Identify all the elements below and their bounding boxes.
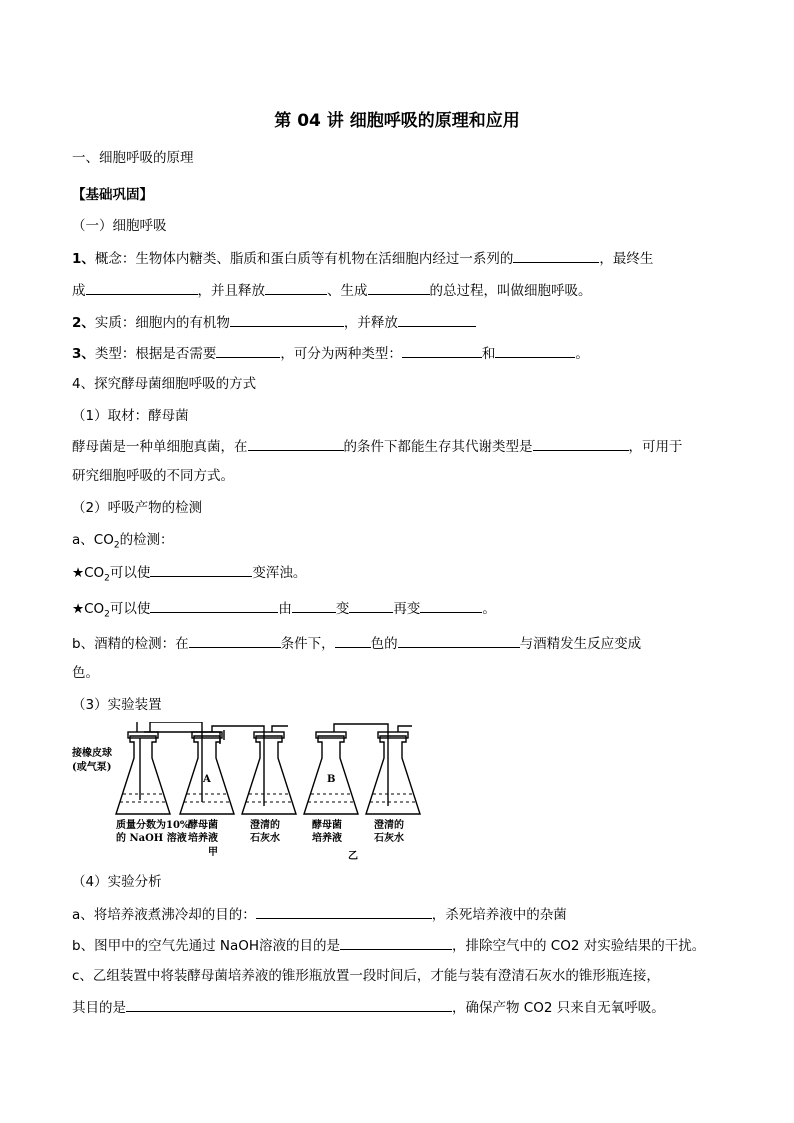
item-text: b、图甲中的空气先通过 NaOH溶液的目的是 bbox=[72, 938, 341, 954]
item-3 bbox=[72, 343, 589, 364]
item-text: 条件下， bbox=[280, 636, 335, 652]
item-text: 的总过程，叫做细胞呼吸。 bbox=[429, 283, 592, 299]
subscript: 2 bbox=[104, 609, 110, 620]
subscript: 2 bbox=[113, 540, 120, 551]
blank bbox=[495, 343, 575, 358]
blank bbox=[398, 312, 476, 327]
item-text: 。 bbox=[575, 346, 589, 362]
item-text: 可以使 bbox=[109, 565, 151, 581]
figure-caption: 培养液 bbox=[312, 833, 342, 844]
co2-detection-title bbox=[72, 530, 174, 556]
item-4-2: （2）呼吸产物的检测 bbox=[72, 500, 203, 516]
flask-label-a: A bbox=[203, 774, 211, 785]
tube bbox=[76, 722, 137, 732]
blank bbox=[349, 598, 393, 613]
item-text: a、将培养液煮沸冷却的目的： bbox=[72, 907, 256, 923]
item-text: 的条件下都能生存其代谢类型是 bbox=[343, 439, 533, 455]
alcohol-line-2: 色。 bbox=[72, 665, 99, 681]
item-text: ，杀死培养液中的杂菌 bbox=[431, 907, 567, 923]
item-text: ，可用于 bbox=[628, 439, 683, 455]
apparatus-diagram bbox=[72, 722, 422, 862]
item-text: b、酒精的检测：在 bbox=[72, 636, 189, 652]
item-text: 变浑浊。 bbox=[252, 565, 307, 581]
item-4-1: （1）取材：酵母菌 bbox=[72, 408, 189, 424]
item-text: 变 bbox=[335, 601, 350, 617]
blank bbox=[292, 598, 336, 613]
flask-label-b: B bbox=[327, 774, 336, 785]
item-text: ，可分为两种类型： bbox=[280, 346, 402, 362]
blank bbox=[533, 436, 629, 451]
item-text: 色的 bbox=[370, 636, 398, 652]
co2-line-1 bbox=[72, 562, 306, 589]
figure-caption: 酵母菌 bbox=[312, 820, 342, 831]
experiment-apparatus-figure bbox=[72, 722, 422, 862]
figure-caption-yi: 乙 bbox=[348, 851, 358, 862]
tube bbox=[398, 726, 412, 732]
blank bbox=[420, 598, 482, 613]
stopper bbox=[192, 732, 222, 738]
item-text: 与酒精发生反应变成 bbox=[519, 636, 642, 652]
blank bbox=[265, 280, 327, 295]
blank bbox=[230, 312, 344, 327]
analysis-b bbox=[72, 935, 705, 956]
subsection-heading: （一）细胞呼吸 bbox=[72, 218, 167, 234]
item-text: 实质：细胞内的有机物 bbox=[94, 315, 230, 331]
figure-caption: 培养液 bbox=[188, 833, 218, 844]
item-text: 由 bbox=[278, 601, 292, 617]
blank bbox=[340, 935, 452, 950]
stopper bbox=[254, 732, 284, 738]
item-2 bbox=[72, 312, 476, 333]
blank bbox=[402, 343, 482, 358]
blank bbox=[398, 633, 520, 648]
blank bbox=[86, 280, 198, 295]
item-1-line-1 bbox=[72, 248, 722, 269]
item-text: ，排除空气中的 CO2 对实验结果的干扰。 bbox=[452, 938, 706, 954]
alcohol-line-1 bbox=[72, 633, 722, 654]
stopper bbox=[316, 732, 346, 738]
figure-caption: 的 NaOH 溶液 bbox=[116, 833, 187, 844]
item-text: 。 bbox=[482, 601, 496, 617]
item-number: 2、 bbox=[72, 315, 95, 331]
item-number: 3、 bbox=[72, 346, 95, 362]
yeast-line-2: 研究细胞呼吸的不同方式。 bbox=[72, 468, 234, 484]
blank bbox=[256, 904, 432, 919]
figure-caption: 质量分数为10% bbox=[116, 820, 190, 831]
blank bbox=[150, 562, 252, 577]
analysis-c-line-1: c、乙组装置中将装酵母菌培养液的锥形瓶放置一段时间后，才能与装有澄清石灰水的锥形瓶连接， bbox=[72, 968, 660, 984]
item-number: 1、 bbox=[72, 251, 95, 267]
blank bbox=[150, 598, 278, 613]
stopper bbox=[378, 732, 408, 738]
pump-label: (或气泵) bbox=[72, 762, 112, 773]
analysis-a bbox=[72, 904, 567, 925]
figure-caption: 石灰水 bbox=[250, 833, 280, 844]
flask-lime-water-2 bbox=[366, 736, 420, 814]
item-text: 、生成 bbox=[327, 283, 368, 299]
blank bbox=[189, 633, 281, 648]
analysis-c-line-2 bbox=[72, 997, 665, 1018]
item-text: 类型：根据是否需要 bbox=[94, 346, 217, 362]
item-text: 其目的是 bbox=[72, 1000, 126, 1016]
figure-caption: 澄清的 bbox=[250, 820, 280, 831]
figure-caption: 澄清的 bbox=[374, 820, 404, 831]
blank bbox=[248, 436, 344, 451]
item-text: ，并释放 bbox=[343, 315, 398, 331]
blank bbox=[216, 343, 280, 358]
flask-naoh bbox=[116, 736, 170, 814]
basic-heading: 【基础巩固】 bbox=[72, 187, 153, 203]
figure-caption: 酵母菌 bbox=[188, 820, 218, 831]
item-text: 和 bbox=[481, 346, 496, 362]
section-heading: 一、细胞呼吸的原理 bbox=[72, 150, 194, 166]
blank bbox=[368, 280, 430, 295]
blank bbox=[513, 248, 599, 263]
co2-line-2 bbox=[72, 598, 496, 625]
item-text: ，确保产物 CO2 只来自无氧呼吸。 bbox=[452, 1000, 665, 1016]
yeast-line-1 bbox=[72, 436, 722, 457]
figure-caption: 石灰水 bbox=[374, 833, 404, 844]
item-4-heading: 4、探究酵母菌细胞呼吸的方式 bbox=[72, 376, 257, 392]
page-title: 第 04 讲 细胞呼吸的原理和应用 bbox=[274, 111, 520, 131]
item-4-4: （4）实验分析 bbox=[72, 874, 162, 890]
item-text: 成 bbox=[72, 283, 86, 299]
item-text: 的检测： bbox=[119, 532, 174, 548]
blank bbox=[335, 633, 371, 648]
item-text: 酵母菌是一种单细胞真菌，在 bbox=[72, 439, 248, 455]
item-text: ★CO bbox=[72, 565, 105, 581]
blank bbox=[126, 997, 452, 1012]
item-4-3: （3）实验装置 bbox=[72, 697, 162, 713]
item-text: ，最终生 bbox=[599, 251, 654, 267]
item-text: 可以使 bbox=[109, 601, 151, 617]
tube bbox=[272, 726, 288, 732]
item-text: 再变 bbox=[393, 601, 421, 617]
subscript: 2 bbox=[104, 573, 110, 584]
item-text: ★CO bbox=[72, 601, 105, 617]
figure-caption-jia: 甲 bbox=[208, 847, 218, 858]
flask-lime-water-1 bbox=[242, 736, 296, 814]
item-text: 概念：生物体内糖类、脂质和蛋白质等有机物在活细胞内经过一系列的 bbox=[94, 251, 514, 267]
item-text: ，并且释放 bbox=[197, 283, 265, 299]
pump-label: 接橡皮球 bbox=[72, 748, 112, 759]
item-1-line-2 bbox=[72, 280, 592, 301]
item-text: a、CO bbox=[72, 532, 114, 548]
stopper bbox=[128, 732, 158, 738]
